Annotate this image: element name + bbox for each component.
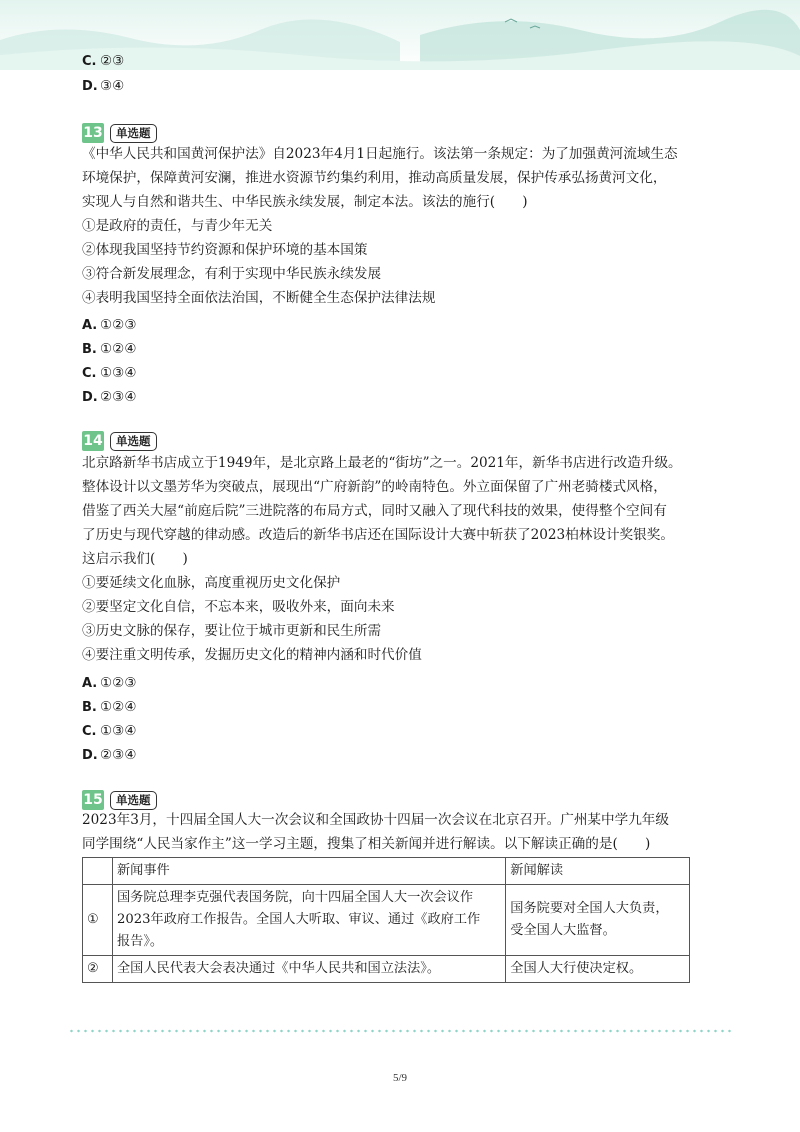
table-header-cell bbox=[83, 858, 113, 885]
table-row bbox=[83, 885, 690, 956]
option-c[interactable]: C. ①③④ bbox=[82, 723, 137, 739]
question-stem-line: 了历史与现代穿越的律动感。改造后的新华书店还在国际设计大赛中斩获了2023柏林设计奖银奖。 bbox=[82, 527, 674, 543]
option-d-prev: D. ③④ bbox=[82, 78, 125, 94]
page-number: 5/9 bbox=[392, 1072, 408, 1084]
statement-3: ③历史文脉的保存，要让位于城市更新和民生所需 bbox=[82, 623, 382, 639]
question-number-badge: 13 bbox=[83, 125, 103, 141]
statement-2: ②体现我国坚持节约资源和保护环境的基本国策 bbox=[82, 242, 368, 258]
question-type-tag: 单选题 bbox=[110, 432, 157, 451]
question-stem-line: 同学围绕“人民当家作主”这一学习主题，搜集了相关新闻并进行解读。以下解读正确的是( ) bbox=[82, 836, 651, 852]
statement-1: ①要延续文化血脉，高度重视历史文化保护 bbox=[82, 575, 341, 591]
statement-2: ②要坚定文化自信，不忘本来，吸收外来，面向未来 bbox=[82, 599, 395, 615]
question-stem-line: 实现人与自然和谐共生、中华民族永续发展，制定本法。该法的施行( ) bbox=[82, 194, 528, 210]
question-stem-line: 整体设计以文墨芳华为突破点，展现出“广府新韵”的岭南特色。外立面保留了广州老骑楼式风格， bbox=[82, 479, 667, 495]
table-header-cell: 新闻事件 bbox=[112, 858, 505, 885]
question-type-tag: 单选题 bbox=[110, 124, 157, 143]
footer-dotted-divider bbox=[68, 1029, 732, 1033]
question-stem-line: 2023年3月，十四届全国人大一次会议和全国政协十四届一次会议在北京召开。广州某中学九年级 bbox=[82, 812, 669, 828]
question-stem-line: 北京路新华书店成立于1949年，是北京路上最老的“街坊”之一。2021年，新华书店进行改造升级。 bbox=[82, 455, 682, 471]
question-15-header bbox=[82, 789, 157, 811]
question-stem-line: 《中华人民共和国黄河保护法》自2023年4月1日起施行。该法第一条规定：为了加强黄河流域生态 bbox=[82, 146, 678, 162]
question-14-header bbox=[82, 430, 157, 452]
question-13-header bbox=[82, 122, 157, 144]
option-b[interactable]: B. ①②④ bbox=[82, 699, 137, 715]
option-a[interactable]: A. ①②③ bbox=[82, 675, 137, 691]
news-event-cell: 全国人民代表大会表决通过《中华人民共和国立法法》。 bbox=[112, 956, 505, 983]
row-number: ① bbox=[83, 885, 113, 956]
table-header-cell: 新闻解读 bbox=[506, 858, 690, 885]
news-reading-cell: 全国人大行使决定权。 bbox=[506, 956, 690, 983]
option-c[interactable]: C. ①③④ bbox=[82, 365, 137, 381]
statement-4: ④要注重文明传承，发掘历史文化的精神内涵和时代价值 bbox=[82, 647, 422, 663]
question-stem-line: 环境保护，保障黄河安澜，推进水资源节约集约利用，推动高质量发展，保护传承弘扬黄河文化， bbox=[82, 170, 667, 186]
question-number-badge: 14 bbox=[83, 433, 103, 449]
statement-4: ④表明我国坚持全面依法治国，不断健全生态保护法律法规 bbox=[82, 290, 436, 306]
news-reading-cell: 国务院要对全国人大负责， 受全国人大监督。 bbox=[506, 885, 690, 956]
news-table bbox=[82, 857, 690, 983]
question-number-badge: 15 bbox=[83, 792, 103, 808]
question-stem-line: 借鉴了西关大屋“前庭后院”三进院落的布局方式，同时又融入了现代科技的效果，使得整个空间有 bbox=[82, 503, 667, 519]
option-d[interactable]: D. ②③④ bbox=[82, 747, 137, 763]
option-c-prev: C. ②③ bbox=[82, 53, 125, 69]
statement-3: ③符合新发展理念，有利于实现中华民族永续发展 bbox=[82, 266, 382, 282]
option-b[interactable]: B. ①②④ bbox=[82, 341, 137, 357]
statement-1: ①是政府的责任，与青少年无关 bbox=[82, 218, 273, 234]
question-stem-line: 这启示我们( ) bbox=[82, 551, 188, 567]
option-d[interactable]: D. ②③④ bbox=[82, 389, 137, 405]
question-type-tag: 单选题 bbox=[110, 791, 157, 810]
table-header-row bbox=[83, 858, 690, 885]
option-a[interactable]: A. ①②③ bbox=[82, 317, 137, 333]
table-row bbox=[83, 956, 690, 983]
row-number: ② bbox=[83, 956, 113, 983]
news-event-cell: 国务院总理李克强代表国务院，向十四届全国人大一次会议作 2023年政府工作报告。全国人大听取、审议、通过《政府工作 报告》。 bbox=[112, 885, 505, 956]
